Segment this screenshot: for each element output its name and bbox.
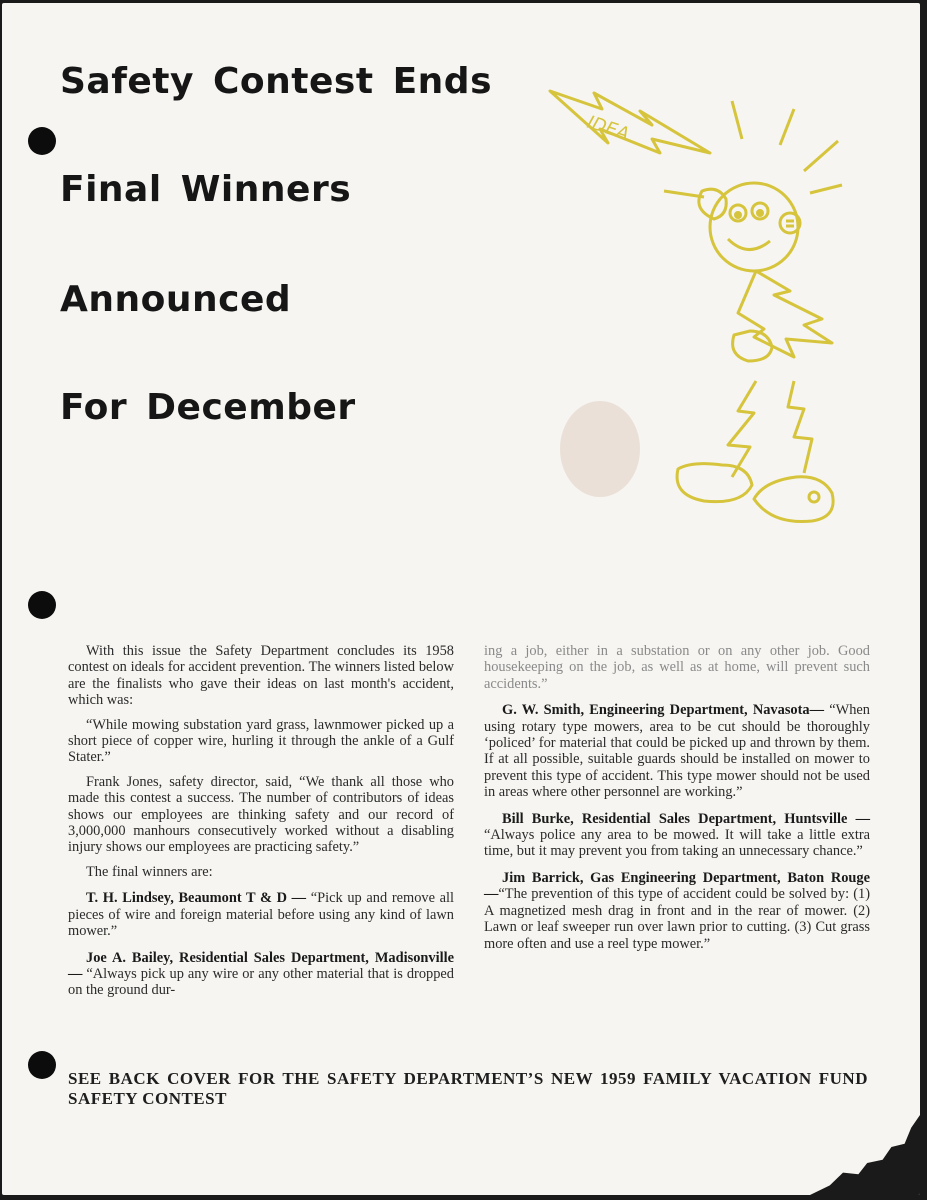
headline-line-3: Announced: [60, 279, 292, 320]
winner-idea: “Always police any area to be mowed. It will take a little extra time, but it may prevent you from taking an unnecessary chance.”: [484, 827, 870, 860]
winner-name: Bill Burke, Residential Sales Department, Huntsville —: [502, 810, 870, 827]
reddy-kilowatt-mascot-icon: [542, 81, 862, 551]
winner-entry-lindsey: [68, 890, 454, 939]
binder-hole-icon: [28, 127, 56, 155]
final-winners-intro: The final winners are:: [86, 863, 213, 880]
article-left-column: [68, 643, 454, 1009]
winner-idea: “Pick up and remove all pieces of wire and foreign material before using any kind of lawn mower.”: [68, 890, 455, 940]
jones-statement: Frank Jones, safety director, said, “We thank all those who made this contest a success. The number of contributors of ideas shows our employees are thinking safety and our record of 3,000,000 manhours consecutively worked without a disabling injury shows our employees are practicing safety.”: [68, 773, 454, 856]
winner-entry-burke: [484, 811, 870, 860]
binder-hole-icon: [28, 591, 56, 619]
accident-quote: “While mowing substation yard grass, lawnmower picked up a short piece of copper wire, hurling it through the ankle of a Gulf Stater.”: [68, 716, 454, 766]
intro-paragraph: With this issue the Safety Department concludes its 1958 contest on ideals for accident prevention. The winners listed below are the finalists who gave their ideas on last month's accident, which was:: [68, 643, 454, 709]
headline-line-2: Final Winners: [60, 169, 352, 210]
winner-idea: “When using rotary type mowers, area to be cut should be thoroughly ‘policed’ for material that could be picked up and thrown by them. If at all possible, suitable guards should be installed on mower to prevent this type of accident. This type mower should not be used in areas where other personnel are working.”: [484, 702, 870, 801]
document-page: [2, 3, 920, 1195]
winner-name: Joe A. Bailey, Residential Sales Department, Madisonville —: [68, 949, 454, 982]
winner-name: T. H. Lindsey, Beaumont T & D —: [86, 890, 307, 907]
bailey-continuation: ing a job, either in a substation or on any other job. Good housekeeping on the job, as well as at home, will prevent such accidents.”: [484, 643, 870, 692]
winner-entry-bailey: [68, 950, 454, 999]
mascot-idea-label: IDEA: [584, 111, 632, 145]
winner-entry-barrick: [484, 870, 870, 952]
winner-name: Jim Barrick, Gas Engineering Department, Baton Rouge —: [484, 869, 870, 903]
article-right-column: [484, 643, 870, 962]
headline-line-4: For December: [60, 387, 356, 428]
winner-idea: “Always pick up any wire or any other material that is dropped on the ground dur-: [68, 965, 454, 999]
winner-idea: “The prevention of this type of accident could be solved by: (1) A magnetized mesh drag in front and in the rear of mower. (2) Lawn or leaf sweeper run over lawn prior to cutting. (3) Cut grass more often and use a reel type mower.”: [484, 886, 870, 952]
winner-name: G. W. Smith, Engineering Department, Navasota—: [502, 702, 824, 719]
winner-entry-smith: [484, 702, 870, 800]
torn-corner: [810, 1115, 920, 1195]
headline-line-1: Safety Contest Ends: [60, 61, 493, 102]
binder-hole-icon: [28, 1051, 56, 1079]
back-cover-notice: SEE BACK COVER FOR THE SAFETY DEPARTMENT’S NEW 1959 FAMILY VACATION FUND SAFETY CONTEST: [68, 1069, 868, 1108]
